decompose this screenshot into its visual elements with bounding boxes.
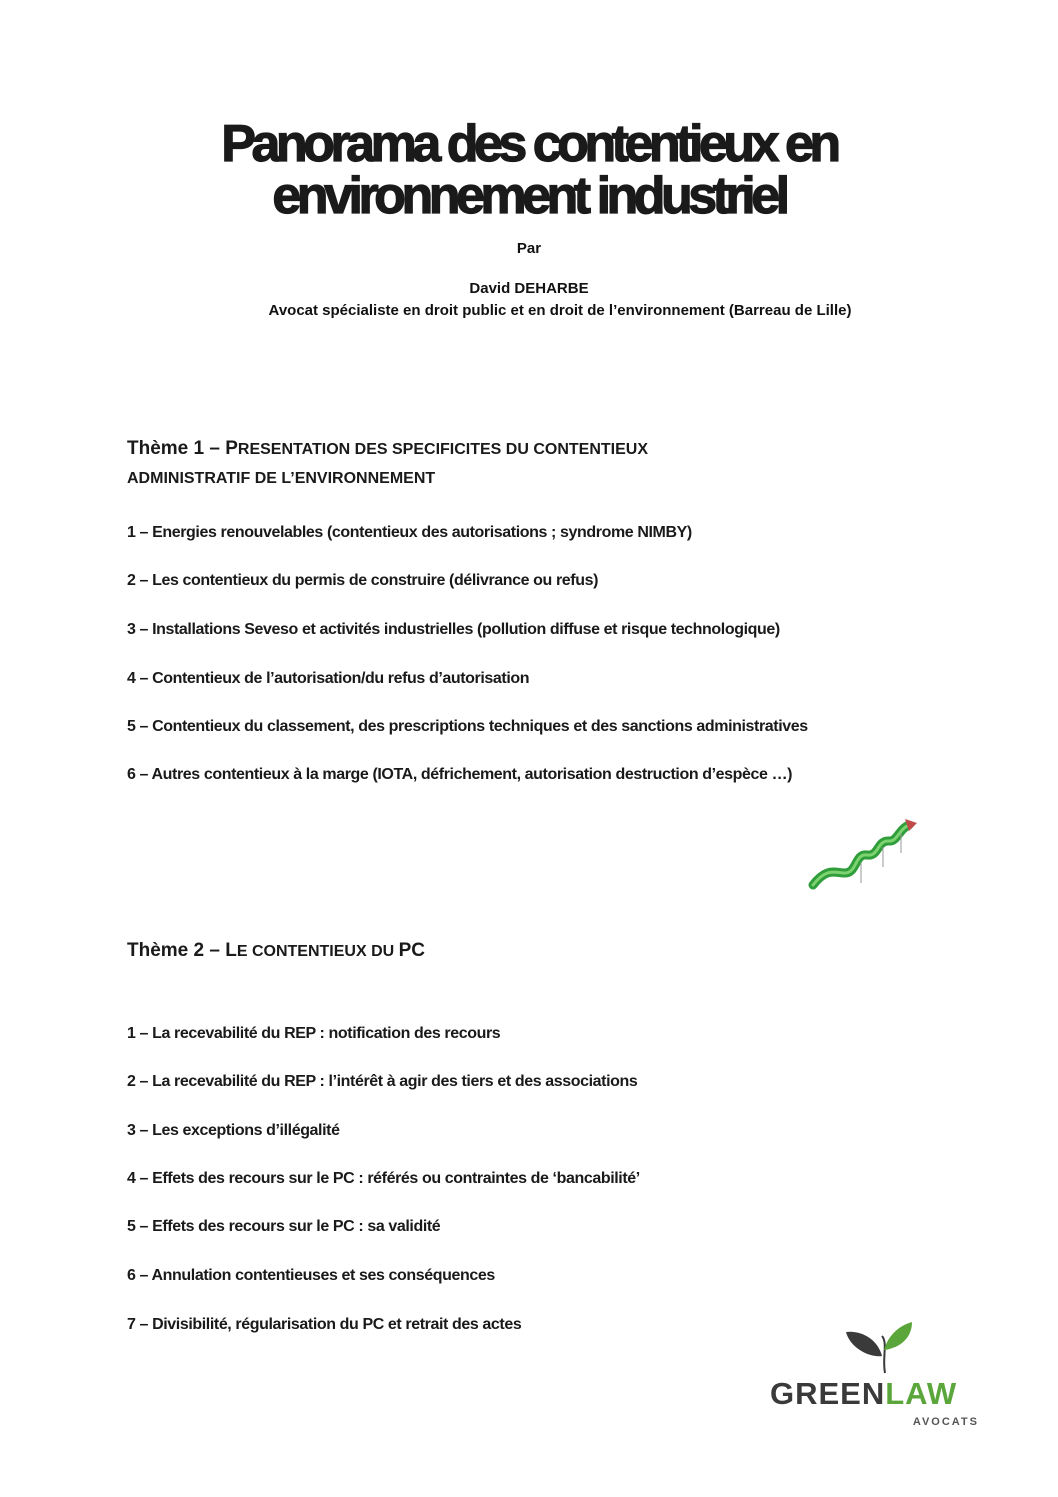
document-title-line-2: environnement industriel <box>272 167 786 225</box>
theme-2-item: 1 – La recevabilité du REP : notification des recours <box>127 1025 501 1042</box>
theme-1-item: 1 – Energies renouvelables (contentieux des autorisations ; syndrome NIMBY) <box>127 524 692 541</box>
theme-2-item: 5 – Effets des recours sur le PC : sa validité <box>127 1218 441 1235</box>
theme-2-item: 2 – La recevabilité du REP : l’intérêt à agir des tiers et des associations <box>127 1073 638 1090</box>
theme-2-item: 6 – Annulation contentieuses et ses conséquences <box>127 1267 495 1284</box>
theme-2-item: 7 – Divisibilité, régularisation du PC et retrait des actes <box>127 1316 522 1333</box>
theme-1-first-letter: P <box>225 438 238 459</box>
theme-2-first-letter: L <box>225 940 237 961</box>
theme-1-heading-line-2: ADMINISTRATIF DE L’ENVIRONNEMENT <box>127 470 436 487</box>
theme-1-item: 2 – Les contentieux du permis de construire (délivrance ou refus) <box>127 572 599 589</box>
theme-2-heading <box>127 940 425 962</box>
growth-arrow-icon <box>805 815 920 900</box>
theme-1-item: 6 – Autres contentieux à la marge (IOTA, défrichement, autorisation destruction d’espèce …) <box>127 766 793 783</box>
by-label: Par <box>516 240 542 257</box>
greenlaw-logo <box>770 1318 985 1433</box>
theme-2-item: 3 – Les exceptions d’illégalité <box>127 1122 340 1139</box>
logo-wordmark <box>770 1376 985 1412</box>
theme-2-pc: PC <box>398 940 426 961</box>
theme-2-title: E CONTENTIEUX DU <box>236 943 399 960</box>
document-title-line-1: Panorama des contentieux en <box>221 115 837 173</box>
logo-subtitle: AVOCATS <box>912 1416 979 1428</box>
theme-1-item: 4 – Contentieux de l’autorisation/du refus d’autorisation <box>127 670 530 687</box>
leaf-icon <box>770 1318 985 1378</box>
theme-1-item: 5 – Contentieux du classement, des prescriptions techniques et des sanctions administratives <box>127 718 808 735</box>
author-role: Avocat spécialiste en droit public et en droit de l’environnement (Barreau de Lille) <box>268 302 852 319</box>
theme-2-prefix: Thème 2 – <box>127 940 226 961</box>
theme-2-item: 4 – Effets des recours sur le PC : référés ou contraintes de ‘bancabilité’ <box>127 1170 640 1187</box>
theme-1-title: RESENTATION DES SPECIFICITES DU CONTENTIEUX <box>237 441 649 458</box>
theme-1-prefix: Thème 1 – <box>127 438 226 459</box>
theme-1-heading <box>127 438 648 460</box>
logo-word-green: GREEN <box>770 1376 886 1411</box>
logo-word-law: LAW <box>885 1376 958 1411</box>
author-name: David DEHARBE <box>469 280 589 297</box>
theme-1-item: 3 – Installations Seveso et activités industrielles (pollution diffuse et risque technologique) <box>127 621 780 638</box>
